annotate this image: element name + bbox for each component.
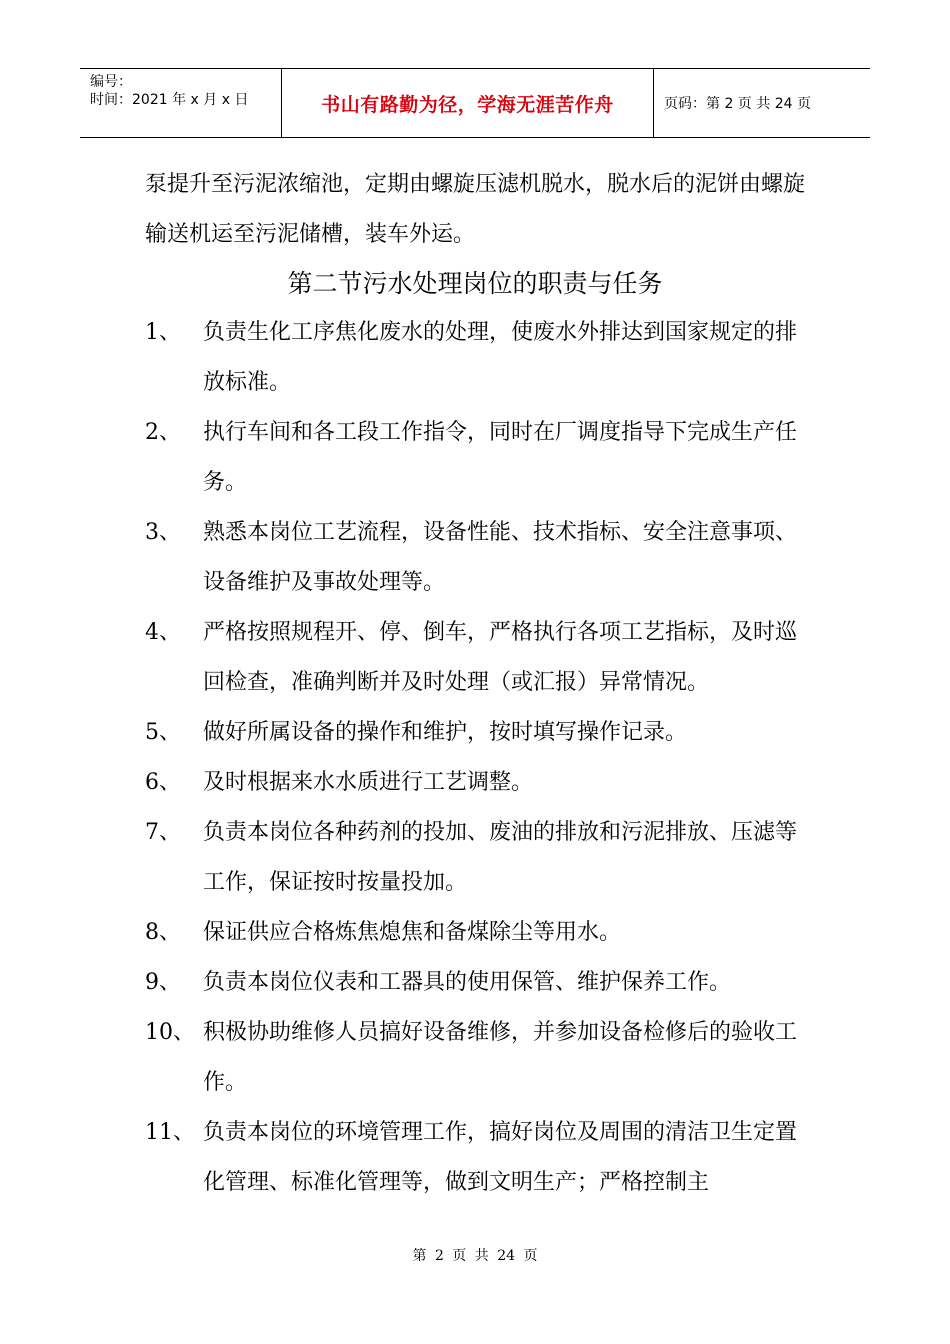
list-item-text: 执行车间和各工段工作指令，同时在厂调度指导下完成生产任务。 [203,420,798,495]
list-item-text: 保证供应合格炼焦熄焦和备煤除尘等用水。 [203,920,622,945]
list-item-number: 3、 [145,520,181,545]
list-item [145,1008,815,1108]
list-item-number: 8、 [145,920,181,945]
list-item-text: 负责本岗位的环境管理工作，搞好岗位及周围的清洁卫生定置化管理、标准化管理等，做到文明生产；严格控制主 [203,1120,798,1195]
header-page-info: 页码：第 2 页 共 24 页 [664,96,811,112]
number-label: 编号： [90,74,132,90]
header-motto: 书山有路勤为径，学海无涯苦作舟 [282,69,654,137]
list-item-text: 积极协助维修人员搞好设备维修，并参加设备检修后的验收工作。 [203,1020,798,1095]
page-header [80,68,870,138]
list-item [145,1108,815,1208]
list-item-number: 4、 [145,620,181,645]
time-label: 时间：2021 年 x 月 x 日 [90,92,249,108]
list-item [145,508,815,608]
list-item-text: 负责生化工序焦化废水的处理，使废水外排达到国家规定的排放标准。 [203,320,798,395]
section-title: 第二节污水处理岗位的职责与任务 [287,269,663,298]
list-item-text: 负责本岗位仪表和工器具的使用保管、维护保养工作。 [203,970,732,995]
list-item [145,758,815,808]
list-item-text: 做好所属设备的操作和维护，按时填写操作记录。 [203,720,688,745]
list-item [145,908,815,958]
list-item [145,408,815,508]
page-footer: 第 2 页 共 24 页 [412,1248,538,1264]
list-item-text: 负责本岗位各种药剂的投加、废油的排放和污泥排放、压滤等工作，保证按时按量投加。 [203,820,798,895]
list-item [145,308,815,408]
list-item-text: 及时根据来水水质进行工艺调整。 [203,770,534,795]
list-item [145,708,815,758]
header-meta [80,69,282,137]
list-item [145,808,815,908]
list-item-number: 9、 [145,970,181,995]
duty-list [145,308,815,1208]
list-item-number: 6、 [145,770,181,795]
list-item-number: 7、 [145,820,181,845]
list-item [145,608,815,708]
list-item [145,958,815,1008]
list-item-text: 熟悉本岗位工艺流程，设备性能、技术指标、安全注意事项、设备维护及事故处理等。 [203,520,798,595]
list-item-number: 1、 [145,320,181,345]
list-item-text: 严格按照规程开、停、倒车，严格执行各项工艺指标，及时巡回检查，准确判断并及时处理（或汇报）异常情况。 [203,620,798,695]
intro-paragraph: 泵提升至污泥浓缩池，定期由螺旋压滤机脱水，脱水后的泥饼由螺旋输送机运至污泥储槽，装车外运。 [145,172,806,247]
list-item-number: 2、 [145,420,181,445]
list-item-number: 10、 [145,1020,195,1045]
list-item-number: 5、 [145,720,181,745]
list-item-number: 11、 [145,1120,195,1145]
